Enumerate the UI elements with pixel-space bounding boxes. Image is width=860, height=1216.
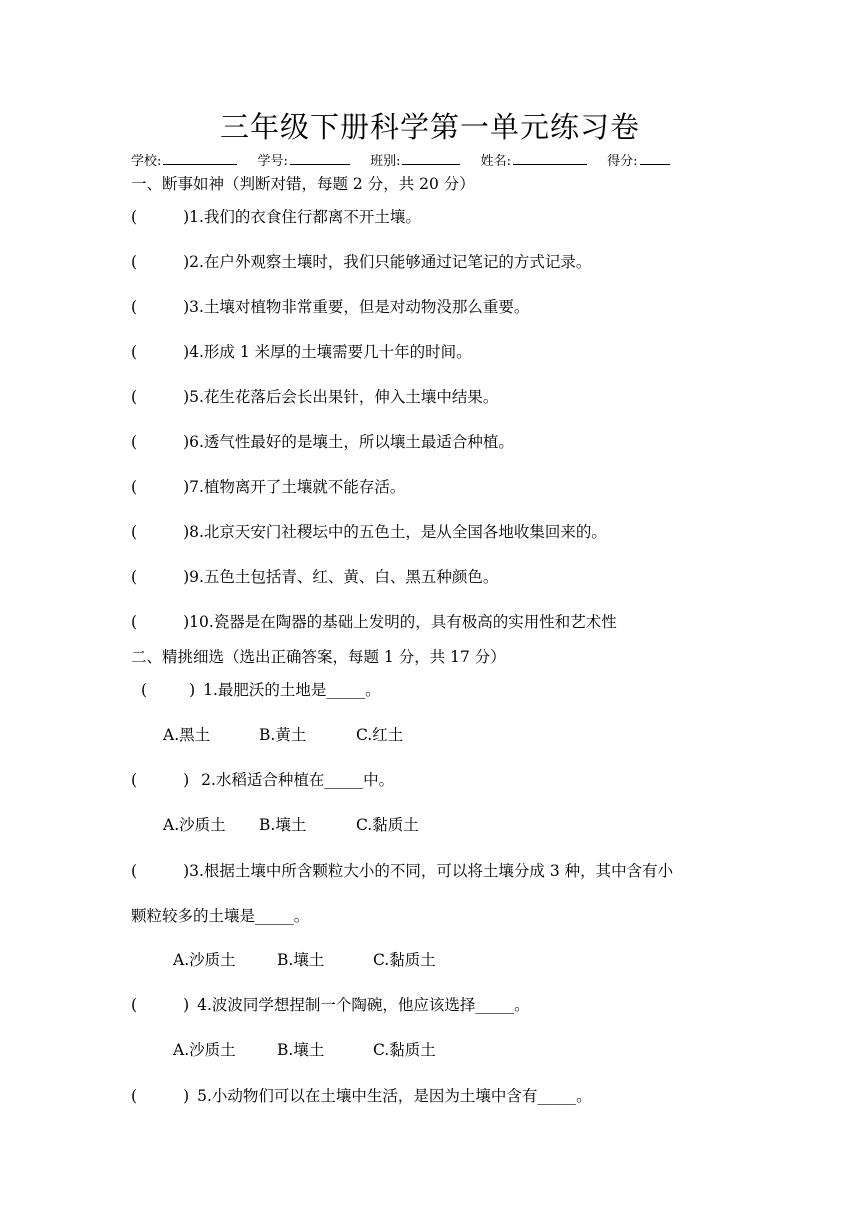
paren-close: ) xyxy=(183,771,190,789)
paren-open: ( xyxy=(131,613,138,631)
option-a[interactable]: A.沙质土 xyxy=(173,1041,236,1059)
judge-item-3 xyxy=(131,296,529,318)
option-c[interactable]: C.黏质土 xyxy=(373,951,436,969)
student-info-line xyxy=(131,150,682,172)
judge-item-5 xyxy=(131,386,498,408)
q3-options xyxy=(173,949,436,971)
page-title: 三年级下册科学第一单元练习卷 xyxy=(219,110,640,144)
judge-item-9 xyxy=(131,566,498,588)
judge-item-1 xyxy=(131,206,421,228)
name-label: 姓名: xyxy=(480,154,511,169)
choice-question-3 xyxy=(131,860,673,882)
paren-close: ) xyxy=(183,568,190,586)
section1-heading: 一、断事如神（判断对错，每题 2 分，共 20 分） xyxy=(131,175,475,193)
paren-close: ) xyxy=(183,1087,190,1105)
choice-question-3-continued: 颗粒较多的土壤是_____。 xyxy=(131,907,310,925)
q1-options xyxy=(163,724,403,746)
judge-item-4 xyxy=(131,341,472,363)
score-blank[interactable] xyxy=(640,150,670,165)
class-blank[interactable] xyxy=(402,150,460,165)
item-text: 6.透气性最好的是壤土，所以壤土最适合种植。 xyxy=(189,433,514,451)
paren-open: ( xyxy=(131,478,138,496)
item-text: 10.瓷器是在陶器的基础上发明的，具有极高的实用性和艺术性 xyxy=(189,613,617,631)
paren-open: ( xyxy=(131,298,138,316)
option-b[interactable]: B.壤土 xyxy=(277,951,325,969)
item-text: 3.土壤对植物非常重要，但是对动物没那么重要。 xyxy=(189,298,530,316)
school-field xyxy=(131,150,237,172)
paren-open: ( xyxy=(131,253,138,271)
option-a[interactable]: A.沙质土 xyxy=(163,816,226,834)
paren-open: ( xyxy=(131,568,138,586)
paren-open: ( xyxy=(131,388,138,406)
class-label: 班别: xyxy=(370,154,401,169)
judge-item-7 xyxy=(131,476,405,498)
paren-close: ) xyxy=(183,862,190,880)
paren-open: ( xyxy=(131,208,138,226)
name-field xyxy=(481,150,587,172)
item-text: 4.形成 1 米厚的土壤需要几十年的时间。 xyxy=(189,343,472,361)
section2-heading: 二、精挑细选（选出正确答案，每题 1 分，共 17 分） xyxy=(131,648,506,666)
option-b[interactable]: B.壤土 xyxy=(259,816,307,834)
paren-open: ( xyxy=(131,523,138,541)
choice-question-5 xyxy=(131,1085,592,1107)
q4-options xyxy=(173,1039,436,1061)
paren-open: ( xyxy=(131,1087,138,1105)
option-b[interactable]: B.黄土 xyxy=(259,726,307,744)
judge-item-6 xyxy=(131,431,514,453)
question-text: 1.最肥沃的土地是_____。 xyxy=(203,681,381,699)
student-no-label: 学号: xyxy=(257,154,288,169)
option-a[interactable]: A.沙质土 xyxy=(173,951,236,969)
judge-item-2 xyxy=(131,251,591,273)
paren-open: ( xyxy=(141,681,148,699)
paren-open: ( xyxy=(131,996,138,1014)
paren-open: ( xyxy=(131,433,138,451)
paren-close: ) xyxy=(183,523,190,541)
class-field xyxy=(370,150,460,172)
paren-close: ) xyxy=(183,478,190,496)
item-text: 5.花生花落后会长出果针，伸入土壤中结果。 xyxy=(189,388,499,406)
question-text: 3.根据土壤中所含颗粒大小的不同，可以将土壤分成 3 种，其中含有小 xyxy=(189,862,674,880)
paren-open: ( xyxy=(131,343,138,361)
judge-item-8 xyxy=(131,521,607,543)
option-c[interactable]: C.红土 xyxy=(356,726,404,744)
paren-close: ) xyxy=(183,996,190,1014)
question-text: 2.水稻适合种植在_____中。 xyxy=(201,771,395,789)
item-text: 2.在户外观察土壤时，我们只能够通过记笔记的方式记录。 xyxy=(189,253,592,271)
paren-open: ( xyxy=(131,862,138,880)
paren-close: ) xyxy=(189,681,196,699)
paren-close: ) xyxy=(183,343,190,361)
item-text: 9.五色土包括青、红、黄、白、黑五种颜色。 xyxy=(189,568,499,586)
question-text: 5.小动物们可以在土壤中生活，是因为土壤中含有_____。 xyxy=(197,1087,592,1105)
option-c[interactable]: C.黏质土 xyxy=(356,816,419,834)
option-b[interactable]: B.壤土 xyxy=(277,1041,325,1059)
school-blank[interactable] xyxy=(163,150,237,165)
judge-item-10 xyxy=(131,611,617,633)
paren-close: ) xyxy=(183,253,190,271)
paren-close: ) xyxy=(183,298,190,316)
student-no-blank[interactable] xyxy=(290,150,350,165)
option-c[interactable]: C.黏质土 xyxy=(373,1041,436,1059)
score-label: 得分: xyxy=(607,154,638,169)
choice-question-2 xyxy=(131,769,394,791)
option-a[interactable]: A.黑土 xyxy=(163,726,211,744)
item-text: 8.北京天安门社稷坛中的五色土，是从全国各地收集回来的。 xyxy=(189,523,607,541)
paren-close: ) xyxy=(183,388,190,406)
choice-question-1 xyxy=(141,679,381,701)
item-text: 1.我们的衣食住行都离不开土壤。 xyxy=(189,208,421,226)
school-label: 学校: xyxy=(131,154,162,169)
student-no-field xyxy=(258,150,350,172)
name-blank[interactable] xyxy=(513,150,587,165)
score-field xyxy=(607,150,669,172)
question-text: 4.波波同学想捏制一个陶碗，他应该选择_____。 xyxy=(197,996,530,1014)
choice-question-4 xyxy=(131,994,530,1016)
paren-close: ) xyxy=(183,433,190,451)
q2-options xyxy=(163,814,419,836)
paren-close: ) xyxy=(183,613,190,631)
item-text: 7.植物离开了土壤就不能存活。 xyxy=(189,478,406,496)
paren-open: ( xyxy=(131,771,138,789)
paren-close: ) xyxy=(183,208,190,226)
